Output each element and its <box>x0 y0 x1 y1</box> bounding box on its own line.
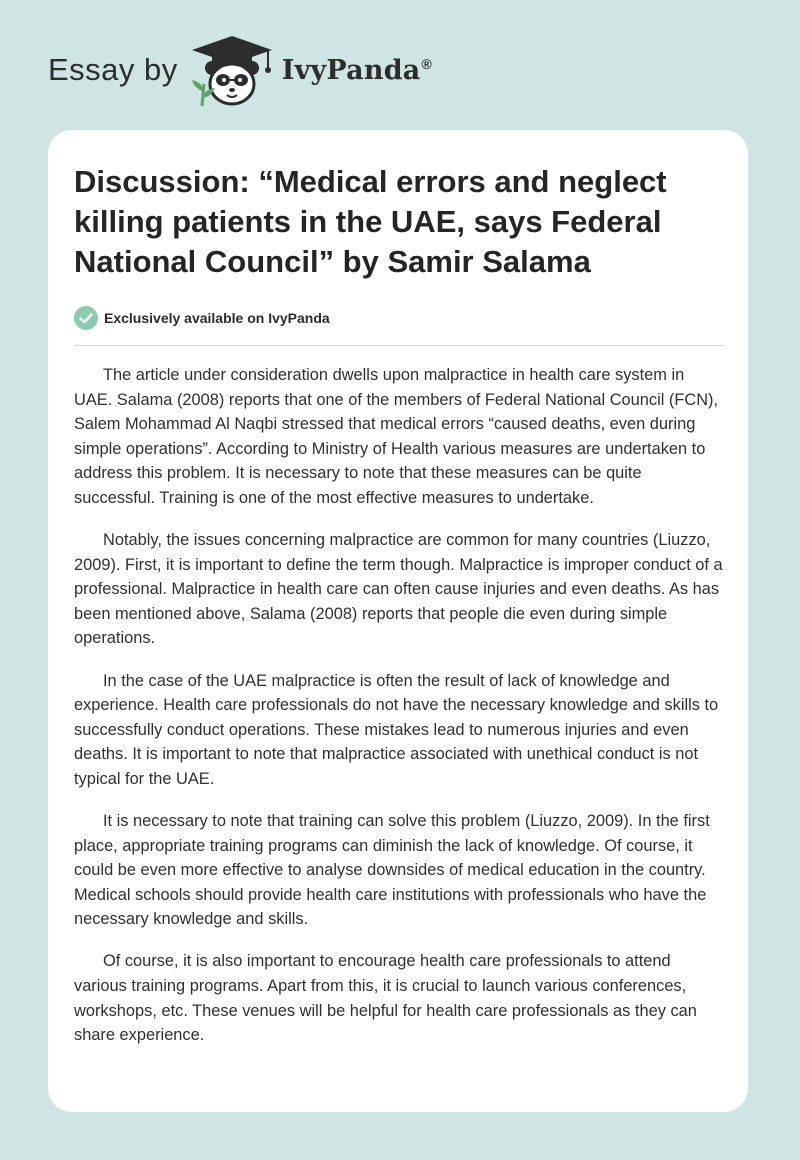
exclusive-badge <box>74 306 330 330</box>
panda-graduate-logo-icon[interactable] <box>188 32 276 108</box>
paragraph: In the case of the UAE malpractice is often the result of lack of knowledge and experience. Health care professionals do not have the necessary knowledge and skills to successfully conduct operations. These mistakes lead to numerous injuries and even deaths. It is important to note that malpractice associated with unethical conduct is not typical for the UAE. <box>74 671 719 788</box>
brand-name-text: IvyPanda <box>281 54 421 86</box>
paragraph: The article under consideration dwells upon malpractice in health care system in UAE. Salama (2008) reports that one of the members of Federal National Council (FCN), Salem Mohammad Al Naqbi stressed that medical errors “caused deaths, even during simple operations”. According to Ministry of Health various measures are undertaken to address this problem. It is necessary to note that these measures can be quite successful. Training is one of the most effective measures to undertake. <box>74 366 719 507</box>
paragraph: Of course, it is also important to encourage health care professionals to attend various training programs. Apart from this, it is crucial to launch various conferences, workshops, etc. These venues will be helpful for health care professionals as they can share experience. <box>74 952 697 1045</box>
paragraph: It is necessary to note that training can solve this problem (Liuzzo, 2009). In the first place, appropriate training programs can diminish the lack of knowledge. Of course, it could be even more effective to analyse downsides of medical education in the country. Medical schools should provide health care institutions with professionals who have the necessary knowledge and skills. <box>74 812 710 929</box>
paragraph: Notably, the issues concerning malpractice are common for many countries (Liuzzo, 2009). First, it is important to define the term though. Malpractice is improper conduct of a professional. Malpractice in health care can often cause injuries and even deaths. As has been mentioned above, Salama (2008) reports that people die even during simple operations. <box>74 531 723 648</box>
site-header <box>48 30 432 110</box>
article-title: Discussion: “Medical errors and neglect killing patients in the UAE, says Federal National Council” by Samir Salama <box>74 164 667 279</box>
title-divider <box>74 345 724 346</box>
registered-mark: ® <box>421 55 432 72</box>
article-card <box>48 130 748 1112</box>
exclusive-badge-label: Exclusively available on IvyPanda <box>104 310 330 326</box>
essay-by-label: Essay by <box>48 52 178 87</box>
check-circle-icon <box>74 306 98 330</box>
brand-name[interactable] <box>282 55 432 86</box>
article-body <box>74 363 724 1065</box>
